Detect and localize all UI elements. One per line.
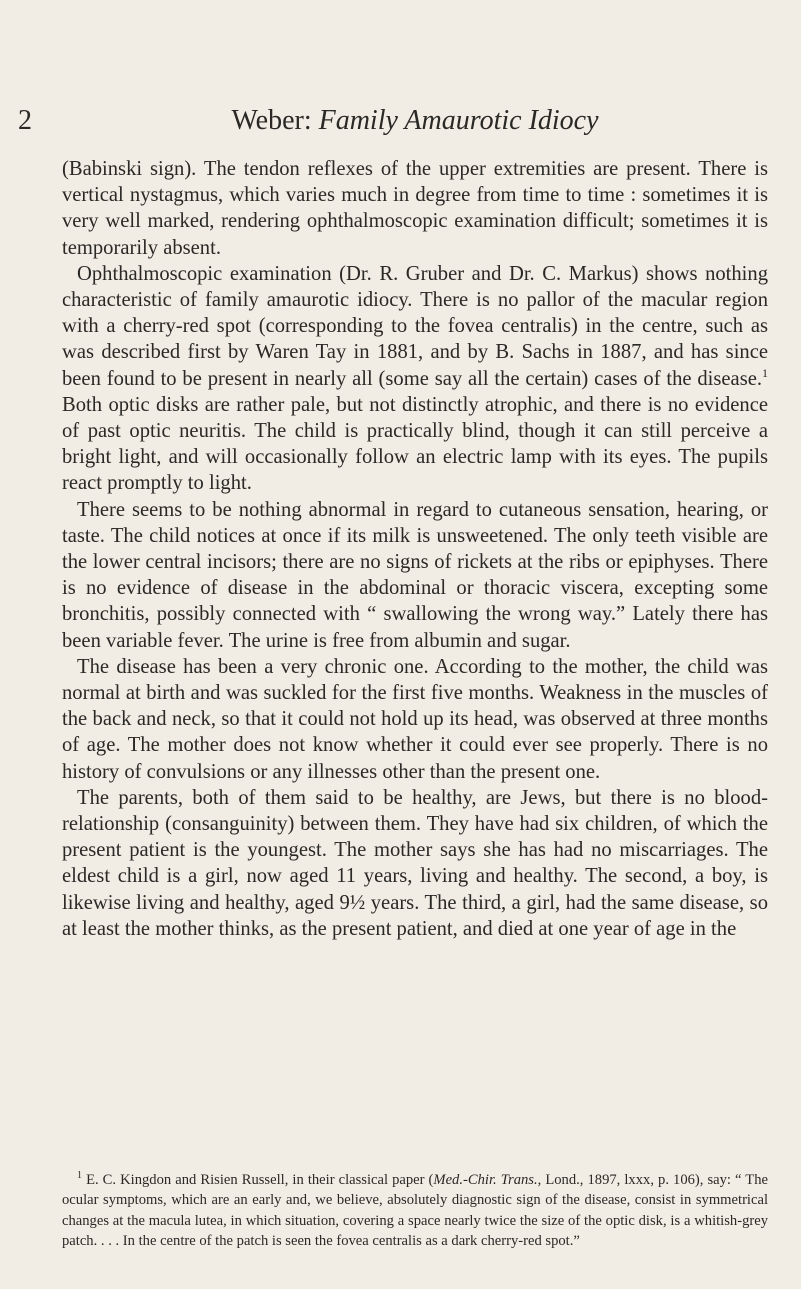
paragraph-1 <box>62 156 768 261</box>
paragraph-3 <box>62 497 768 654</box>
paragraph-text: There seems to be nothing abnormal in regard to cutaneous sensation, hearing, or taste. The child notices at once if its milk is unsweetened. The only teeth visible are the lower central incisors; there are no signs of rickets at the ribs or epiphyses. There is no evidence of disease in the abdominal or thoracic viscera, excepting some bronchitis, possibly connected with “ swallowing the wrong way.” Lately there has been variable fever. The urine is free from albumin and sugar. <box>62 498 768 652</box>
footnote <box>62 1170 768 1252</box>
book-page <box>18 0 768 1289</box>
paragraph-4 <box>62 654 768 785</box>
body-text <box>62 156 768 942</box>
paragraph-text: (Babinski sign). The tendon reflexes of the upper extremities are present. There is vertical nystagmus, which varies much in degree from time to time : sometimes it is very well marked, rendering ophthalmoscopic examination difficult; sometimes it is temporarily absent. <box>62 158 768 259</box>
running-head <box>62 101 768 141</box>
footnote-mark: 1 <box>77 1170 82 1182</box>
page-number: 2 <box>18 105 32 136</box>
paragraph-text: Ophthalmoscopic examination (Dr. R. Gruber and Dr. C. Markus) shows nothing characteristic of family amaurotic idiocy. There is no pallor of the macular region with a cherry-red spot (corresponding to the fovea centralis) in the centre, such as was described first by Waren Tay in 1881, and by B. Sachs in 1887, and has since been found to be present in nearly all (some say all the certain) cases of the disease. <box>62 262 768 390</box>
paragraph-text: The disease has been a very chronic one. According to the mother, the child was normal at birth and was suckled for the first five months. Weakness in the muscles of the back and neck, so that it could not hold up its head, was observed at three months of age. The mother does not know whether it could ever see properly. There is no history of convulsions or any illnesses other than the present one. <box>62 655 768 783</box>
running-head-author: Weber: <box>231 105 312 136</box>
paragraph-text: Both optic disks are rather pale, but not distinctly atrophic, and there is no evidence of past optic neuritis. The child is practically blind, though it can still perceive a bright light, and will occasionally follow an electric lamp with its eyes. The pupils react promptly to light. <box>62 393 768 495</box>
footnote-text: , Lond., 1897, lxxx, p. 106), say: “ The ocular symptoms, which are an early and, we believe, absolutely diagnostic sign of the disease, consist in symmetrical changes at the macula lutea, in which situation, covering a space nearly twice the size of the optic disk, is a whitish-grey patch. . . . In the centre of the patch is seen the fovea centralis as a dark cherry-red spot.” <box>62 1172 768 1250</box>
page-header <box>18 101 768 141</box>
running-head-title: Family Amaurotic Idiocy <box>318 105 599 136</box>
paragraph-text: The parents, both of them said to be healthy, are Jews, but there is no blood-relationship (consanguinity) between them. They have had six children, of which the present patient is the youngest. The mother says she has had no miscarriages. The eldest child is a girl, now aged 11 years, living and healthy. The second, a boy, is likewise living and healthy, aged 9½ years. The third, a girl, had the same disease, so at least the mother thinks, as the present patient, and died at one year of age in the <box>62 786 768 940</box>
footnote-text: E. C. Kingdon and Risien Russell, in their classical paper ( <box>86 1172 434 1188</box>
footnote-reference[interactable]: 1 <box>762 365 768 380</box>
footnote-citation: Med.-Chir. Trans. <box>433 1172 538 1188</box>
paragraph-5 <box>62 785 768 942</box>
paragraph-2 <box>62 261 768 497</box>
